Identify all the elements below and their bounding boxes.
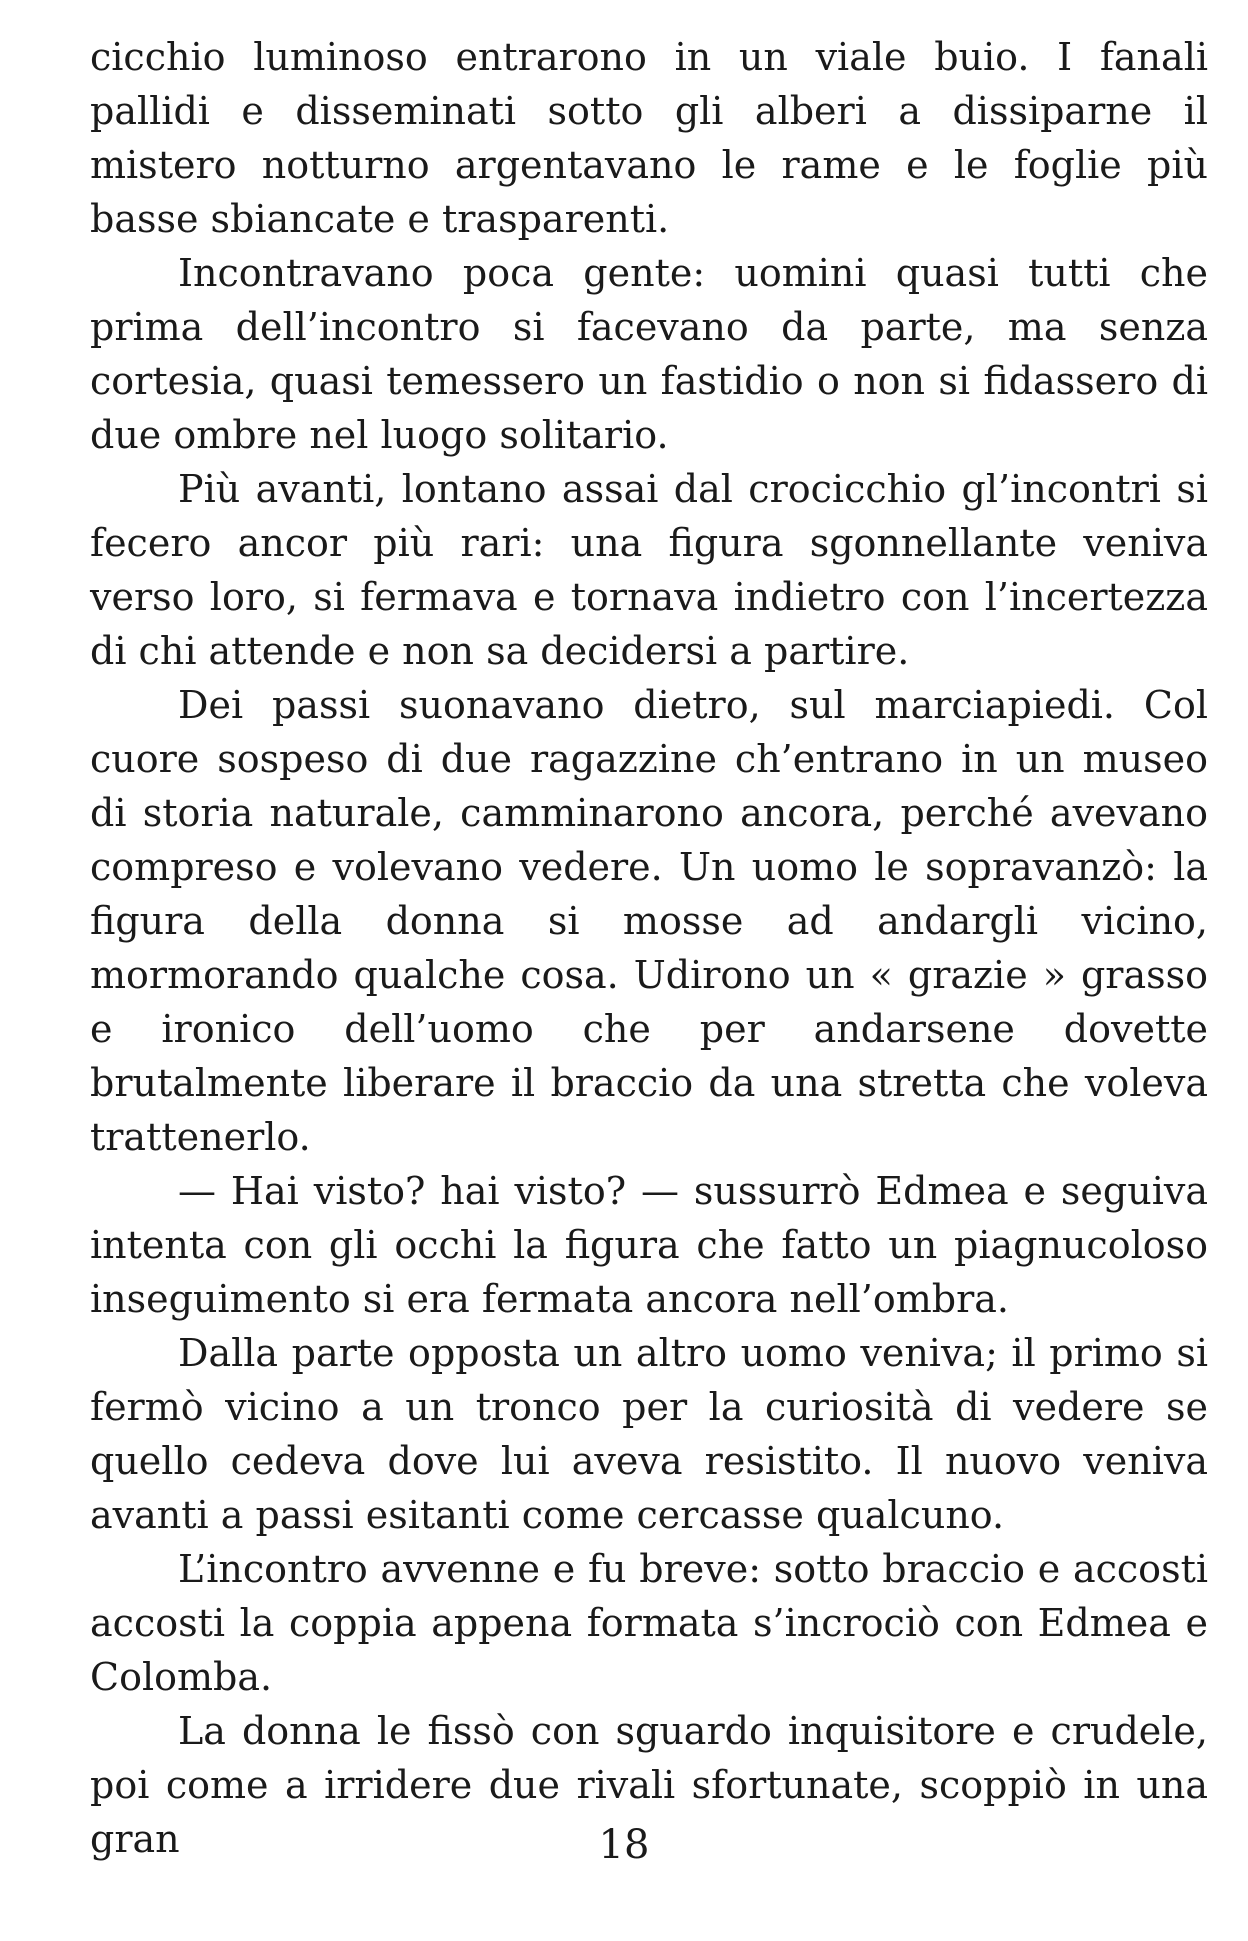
paragraph-dialogue: — Hai visto? hai visto? — sussurrò Edmea e seguiva intenta con gli occhi la figura che fatto un piagnucoloso inseguimento si era fermata ancora nell’ombra. [90, 1169, 1208, 1321]
paragraph: La donna le fissò con sguardo inquisitore e crudele, poi come a irridere due rivali sfortunate, scoppiò in una gran [90, 1709, 1208, 1861]
page-number: 18 [598, 1822, 650, 1868]
paragraph: Incontravano poca gente: uomini quasi tutti che prima dell’incontro si facevano da parte, ma senza cortesia, quasi temessero un fastidio o non si fidassero di due ombre nel luogo solitario. [90, 251, 1208, 457]
paragraph: Dei passi suonavano dietro, sul marciapiedi. Col cuore sospeso di due ragazzine ch’entrano in un museo di storia naturale, camminarono ancora, perché avevano compreso e volevano vedere. Un uomo le sopravanzò: la figura della donna si mosse ad andargli vicino, mormorando qualche cosa. Udirono un « grazie » grasso e ironico dell’uomo che per andarsene dovette brutalmente liberare il braccio da una stretta che voleva trattenerlo. [90, 683, 1208, 1159]
paragraph: Più avanti, lontano assai dal crocicchio gl’incontri si fecero ancor più rari: una figura sgonnellante veniva verso loro, si fermava e tornava indietro con l’incertezza di chi attende e non sa decidersi a partire. [90, 467, 1208, 673]
paragraph: Dalla parte opposta un altro uomo veniva; il primo si fermò vicino a un tronco per la curiosità di vedere se quello cedeva dove lui aveva resistito. Il nuovo veniva avanti a passi esitanti come cercasse qualcuno. [90, 1331, 1208, 1537]
body-text [90, 30, 1208, 1866]
paragraph-continued: cicchio luminoso entrarono in un viale buio. I fanali pallidi e disseminati sotto gli alberi a dissiparne il mistero notturno argentavano le rame e le foglie più basse sbiancate e trasparenti. [90, 35, 1208, 241]
paragraph: L’incontro avvenne e fu breve: sotto braccio e accosti accosti la coppia appena formata s’incrociò con Edmea e Colomba. [90, 1547, 1208, 1699]
